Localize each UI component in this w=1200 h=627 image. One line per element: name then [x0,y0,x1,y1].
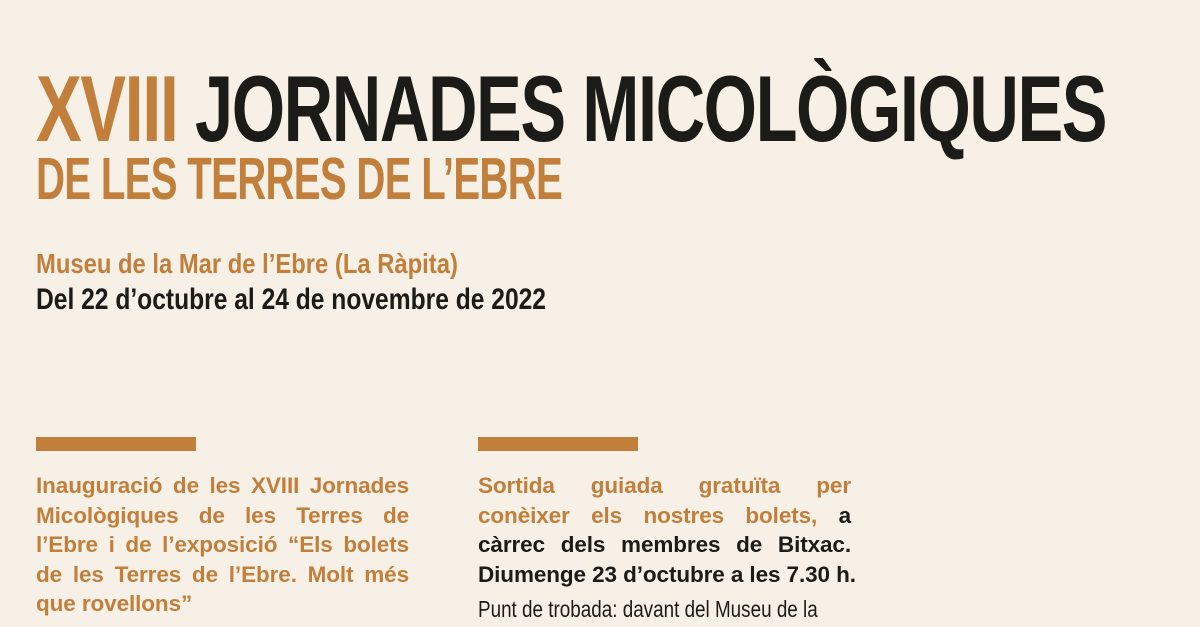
text-line: Diumenge 23 d’octubre a les 7.30 h. [478,561,856,587]
text-dark-part: a [838,502,851,528]
guided-walk-paragraph [478,471,856,589]
title-main-text: JORNADES MICOLÒGIQUES [195,56,1107,161]
title-line-1 [36,56,1107,161]
text-line: l’Ebre i de l’exposició “Els bolets [36,532,409,557]
title-roman-numeral: XVIII [36,56,178,161]
text-line: de les Terres de l’Ebre. Molt més [36,561,409,587]
text-line: Sortida guiada gratuïta per [478,473,851,498]
meeting-point-line: Punt de trobada: davant del Museu de la [478,596,818,622]
right-column [478,437,856,623]
left-column-rule [36,437,196,451]
text-line: Inauguració de les XVIII Jornades [36,473,409,498]
text-line: que rovellons” [36,591,193,616]
text-line [478,501,851,531]
inauguration-paragraph [36,471,409,619]
text-line: Micològiques de les Terres de [36,502,409,528]
left-column [36,437,409,619]
title-line-2: DE LES TERRES DE L’EBRE [36,146,563,212]
text-accent-part: conèixer els nostres bolets, [478,502,818,528]
dates-line: Del 22 d’octubre al 24 de novembre de 2022 [36,283,546,316]
right-column-rule [478,437,638,451]
venue-line: Museu de la Mar de l’Ebre (La Ràpita) [36,248,458,279]
text-line: càrrec dels membres de Bitxac. [478,532,851,557]
